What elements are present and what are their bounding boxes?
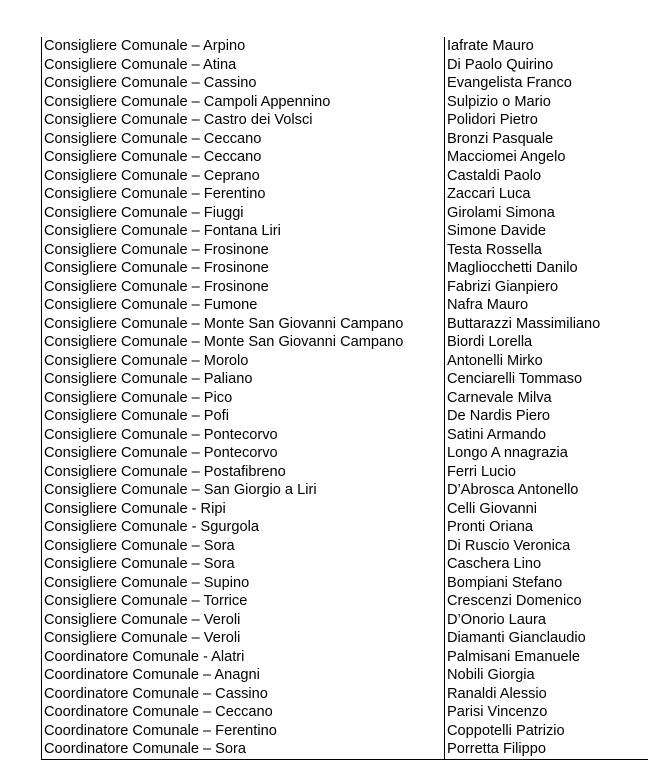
role-cell: Consigliere Comunale – Fontana Liri [42,222,445,241]
person-name-cell: Girolami Simona [445,204,648,223]
table-row [42,666,648,685]
table-row [42,426,648,445]
person-name-cell: Evangelista Franco [445,74,648,93]
table-row [42,740,648,759]
role-cell: Consigliere Comunale – Pontecorvo [42,444,445,463]
role-cell: Consigliere Comunale – Arpino [42,37,445,56]
role-cell: Consigliere Comunale – Torrice [42,592,445,611]
role-cell: Consigliere Comunale – Frosinone [42,278,445,297]
person-name-cell: Di Paolo Quirino [445,56,648,75]
role-cell: Consigliere Comunale – Paliano [42,370,445,389]
role-cell: Consigliere Comunale – Ceccano [42,148,445,167]
role-cell: Consigliere Comunale – Ferentino [42,185,445,204]
role-cell: Coordinatore Comunale – Ceccano [42,703,445,722]
person-name-cell: Simone Davide [445,222,648,241]
table-row [42,370,648,389]
person-name-cell: D’Abrosca Antonello [445,481,648,500]
table-row [42,648,648,667]
table-row [42,222,648,241]
role-cell: Consigliere Comunale - Sgurgola [42,518,445,537]
table-row [42,555,648,574]
person-name-cell: De Nardis Piero [445,407,648,426]
person-name-cell: Zaccari Luca [445,185,648,204]
person-name-cell: Crescenzi Domenico [445,592,648,611]
role-cell: Consigliere Comunale – Ceprano [42,167,445,186]
person-name-cell: Pronti Oriana [445,518,648,537]
role-cell: Consigliere Comunale – Campoli Appennino [42,93,445,112]
person-name-cell: D’Onorio Laura [445,611,648,630]
table-row [42,204,648,223]
person-name-cell: Sulpizio o Mario [445,93,648,112]
person-name-cell: Di Ruscio Veronica [445,537,648,556]
person-name-cell: Macciomei Angelo [445,148,648,167]
role-cell: Consigliere Comunale – Atina [42,56,445,75]
table-row [42,167,648,186]
role-cell: Consigliere Comunale – Ceccano [42,130,445,149]
person-name-cell: Porretta Filippo [445,740,648,759]
person-name-cell: Ranaldi Alessio [445,685,648,704]
role-cell: Coordinatore Comunale – Cassino [42,685,445,704]
table-row [42,407,648,426]
person-name-cell: Bompiani Stefano [445,574,648,593]
table-row [42,500,648,519]
table-row [42,518,648,537]
table-row [42,592,648,611]
role-cell: Consigliere Comunale – Monte San Giovanni Campano [42,333,445,352]
table-row [42,333,648,352]
person-name-cell: Polidori Pietro [445,111,648,130]
role-cell: Consigliere Comunale – Pico [42,389,445,408]
table-row [42,703,648,722]
person-name-cell: Antonelli Mirko [445,352,648,371]
table-row [42,56,648,75]
table-row [42,722,648,741]
person-name-cell: Testa Rossella [445,241,648,260]
person-name-cell: Bronzi Pasquale [445,130,648,149]
table-row [42,389,648,408]
person-name-cell: Diamanti Gianclaudio [445,629,648,648]
person-name-cell: Buttarazzi Massimiliano [445,315,648,334]
person-name-cell: Biordi Lorella [445,333,648,352]
person-name-cell: Caschera Lino [445,555,648,574]
person-name-cell: Satini Armando [445,426,648,445]
person-name-cell: Celli Giovanni [445,500,648,519]
table-row [42,315,648,334]
role-cell: Coordinatore Comunale – Sora [42,740,445,759]
table-row [42,148,648,167]
person-name-cell: Ferri Lucio [445,463,648,482]
table-row [42,537,648,556]
person-name-cell: Nobili Giorgia [445,666,648,685]
table-row [42,685,648,704]
person-name-cell: Magliocchetti Danilo [445,259,648,278]
role-cell: Consigliere Comunale – Castro dei Volsci [42,111,445,130]
assignments-table-body [42,37,648,759]
person-name-cell: Parisi Vincenzo [445,703,648,722]
role-cell: Consigliere Comunale – Pontecorvo [42,426,445,445]
role-cell: Consigliere Comunale – Sora [42,555,445,574]
table-row [42,74,648,93]
role-cell: Consigliere Comunale – Pofi [42,407,445,426]
person-name-cell: Coppotelli Patrizio [445,722,648,741]
assignments-table [41,37,648,760]
role-cell: Consigliere Comunale – San Giorgio a Liri [42,481,445,500]
role-cell: Consigliere Comunale – Sora [42,537,445,556]
table-row [42,629,648,648]
table-row [42,185,648,204]
table-row [42,574,648,593]
table-row [42,37,648,56]
role-cell: Consigliere Comunale – Cassino [42,74,445,93]
role-cell: Coordinatore Comunale – Ferentino [42,722,445,741]
person-name-cell: Carnevale Milva [445,389,648,408]
person-name-cell: Cenciarelli Tommaso [445,370,648,389]
role-cell: Consigliere Comunale – Postafibreno [42,463,445,482]
person-name-cell: Iafrate Mauro [445,37,648,56]
role-cell: Consigliere Comunale – Fiuggi [42,204,445,223]
table-row [42,130,648,149]
person-name-cell: Longo A nnagrazia [445,444,648,463]
role-cell: Consigliere Comunale – Monte San Giovanni Campano [42,315,445,334]
table-row [42,259,648,278]
person-name-cell: Fabrizi Gianpiero [445,278,648,297]
person-name-cell: Castaldi Paolo [445,167,648,186]
role-cell: Consigliere Comunale – Frosinone [42,259,445,278]
role-cell: Coordinatore Comunale - Alatri [42,648,445,667]
table-row [42,481,648,500]
table-row [42,611,648,630]
table-row [42,241,648,260]
role-cell: Consigliere Comunale – Veroli [42,611,445,630]
role-cell: Coordinatore Comunale – Anagni [42,666,445,685]
role-cell: Consigliere Comunale – Veroli [42,629,445,648]
role-cell: Consigliere Comunale – Morolo [42,352,445,371]
table-row [42,463,648,482]
person-name-cell: Nafra Mauro [445,296,648,315]
person-name-cell: Palmisani Emanuele [445,648,648,667]
table-row [42,352,648,371]
table-row [42,296,648,315]
table-row [42,111,648,130]
table-row [42,444,648,463]
table-row [42,93,648,112]
role-cell: Consigliere Comunale – Fumone [42,296,445,315]
role-cell: Consigliere Comunale – Supino [42,574,445,593]
table-row [42,278,648,297]
role-cell: Consigliere Comunale - Ripi [42,500,445,519]
role-cell: Consigliere Comunale – Frosinone [42,241,445,260]
